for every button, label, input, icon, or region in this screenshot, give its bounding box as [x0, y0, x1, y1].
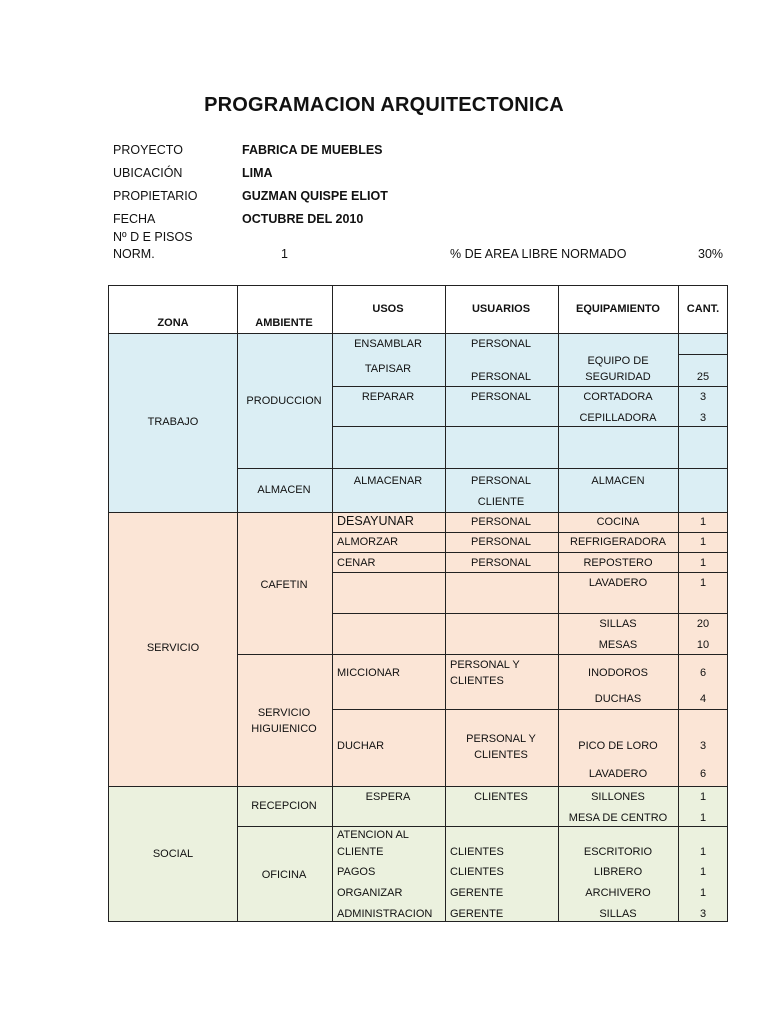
equip-sillones: SILLONES — [591, 791, 645, 803]
usuario-personal-y-clientes-l1: PERSONAL Y — [450, 659, 520, 671]
cant-sillas: 3 — [699, 908, 707, 920]
ubicacion-label: UBICACIÓN — [113, 166, 183, 180]
fecha-label: FECHA — [113, 212, 156, 226]
cant-mesas: 10 — [696, 639, 710, 651]
ambiente-almacen: ALMACEN — [257, 484, 311, 496]
usuario-personal-y-clientes-l2: CLIENTES — [450, 675, 504, 687]
header-zona: ZONA — [157, 317, 189, 329]
ambiente-servicio-higuienico-l1: SERVICIO — [257, 707, 311, 719]
usuario-clientes: CLIENTES — [450, 846, 504, 858]
row-line — [332, 709, 728, 710]
equip-librero: LIBRERO — [593, 866, 643, 878]
usuario-personal: PERSONAL — [471, 516, 531, 528]
uso-espera: ESPERA — [365, 791, 411, 803]
header-cant: CANT. — [686, 303, 720, 315]
propietario-value: GUZMAN QUISPE ELIOT — [242, 189, 388, 203]
equip-cepilladora: CEPILLADORA — [579, 412, 657, 424]
cant-escritorio: 1 — [699, 846, 707, 858]
row-line — [332, 552, 728, 553]
uso-almacenar: ALMACENAR — [353, 475, 423, 487]
uso-cenar: CENAR — [337, 557, 376, 569]
row-line — [237, 654, 728, 655]
header-usuarios: USUARIOS — [471, 303, 531, 315]
ubicacion-value: LIMA — [242, 166, 273, 180]
ambiente-recepcion: RECEPCION — [251, 800, 317, 812]
usuario-personal: PERSONAL — [471, 536, 531, 548]
usuario-gerente: GERENTE — [450, 908, 504, 920]
row-line — [237, 826, 728, 827]
cant-duchas: 4 — [699, 693, 707, 705]
uso-ensamblar: ENSAMBLAR — [354, 338, 422, 350]
row-line — [332, 426, 728, 427]
ambiente-oficina: OFICINA — [261, 869, 307, 881]
equip-almacen: ALMACEN — [591, 475, 645, 487]
equip-sillas: SILLAS — [599, 618, 637, 630]
equip-duchas: DUCHAS — [594, 693, 642, 705]
zona-servicio: SERVICIO — [146, 642, 200, 654]
equip-inodoros: INODOROS — [588, 667, 648, 679]
usuario-clientes: CLIENTES — [450, 866, 504, 878]
page-title: PROGRAMACION ARQUITECTONICA — [204, 94, 564, 116]
area-libre-label: % DE AREA LIBRE NORMADO — [450, 247, 627, 261]
cant-cortadora: 3 — [699, 391, 707, 403]
cant-archivero: 1 — [699, 887, 707, 899]
equip-mesa-de-centro: MESA DE CENTRO — [568, 812, 668, 824]
cant-repostero: 1 — [699, 557, 707, 569]
cant-sillones: 1 — [699, 791, 707, 803]
row-line — [108, 333, 728, 334]
zona-social: SOCIAL — [152, 848, 194, 860]
uso-reparar: REPARAR — [361, 391, 415, 403]
pisos-value: 1 — [281, 247, 288, 261]
equip-equipo-seguridad-l2: SEGURIDAD — [585, 371, 651, 383]
equip-lavadero: LAVADERO — [588, 577, 648, 589]
pisos-label-line1: Nº D E PISOS — [113, 230, 193, 244]
row-line — [108, 786, 728, 787]
uso-almorzar: ALMORZAR — [337, 536, 399, 548]
usuario-personal-y-clientes-l2: CLIENTES — [474, 749, 528, 761]
equip-pico-de-loro: PICO DE LORO — [578, 740, 658, 752]
equip-repostero: REPOSTERO — [583, 557, 653, 569]
header-ambiente: AMBIENTE — [255, 317, 313, 329]
fecha-value: OCTUBRE DEL 2010 — [242, 212, 364, 226]
row-line — [332, 572, 728, 573]
cant-cepilladora: 3 — [699, 412, 707, 424]
usuario-personal: PERSONAL — [471, 371, 531, 383]
usuario-personal: PERSONAL — [471, 391, 531, 403]
usuario-cliente: CLIENTE — [477, 496, 525, 508]
equip-escritorio: ESCRITORIO — [583, 846, 653, 858]
cant-cocina: 1 — [699, 516, 707, 528]
uso-atencion-al-cliente-l1: ATENCION AL — [337, 829, 409, 841]
header-equipamiento: EQUIPAMIENTO — [576, 303, 660, 315]
usuario-gerente: GERENTE — [450, 887, 504, 899]
cant-sillas: 20 — [696, 618, 710, 630]
ambiente-produccion: PRODUCCION — [246, 395, 322, 407]
equip-mesas: MESAS — [598, 639, 638, 651]
uso-atencion-al-cliente-l2: CLIENTE — [337, 846, 384, 858]
usuario-clientes: CLIENTES — [474, 791, 528, 803]
row-line — [678, 354, 728, 355]
equip-cortadora: CORTADORA — [583, 391, 653, 403]
equip-equipo-seguridad-l1: EQUIPO DE — [587, 355, 649, 367]
cant-refrigeradora: 1 — [699, 536, 707, 548]
programacion-table — [108, 285, 728, 922]
uso-tapisar: TAPISAR — [364, 363, 412, 375]
area-libre-value: 30% — [698, 247, 724, 261]
row-line — [332, 386, 728, 387]
uso-pagos: PAGOS — [337, 866, 376, 878]
equip-archivero: ARCHIVERO — [585, 887, 651, 899]
cant-mesa-de-centro: 1 — [699, 812, 707, 824]
equip-lavadero: LAVADERO — [588, 768, 648, 780]
equip-cocina: COCINA — [596, 516, 640, 528]
row-line — [332, 532, 728, 533]
proyecto-value: FABRICA DE MUEBLES — [242, 143, 383, 157]
cant-inodoros: 6 — [699, 667, 707, 679]
uso-administracion: ADMINISTRACION — [337, 908, 433, 920]
uso-miccionar: MICCIONAR — [337, 667, 400, 679]
ambiente-servicio-higuienico-l2: HIGUIENICO — [251, 723, 317, 735]
header-usos: USOS — [372, 303, 404, 315]
ambiente-cafetin: CAFETIN — [260, 579, 308, 591]
cant-pico-de-loro: 3 — [699, 740, 707, 752]
uso-duchar: DUCHAR — [337, 740, 385, 752]
usuario-personal: PERSONAL — [471, 557, 531, 569]
proyecto-label: PROYECTO — [113, 143, 183, 157]
equip-sillas: SILLAS — [599, 908, 637, 920]
cant-lavadero: 6 — [699, 768, 707, 780]
zona-trabajo: TRABAJO — [147, 416, 199, 428]
equip-refrigeradora: REFRIGERADORA — [570, 536, 666, 548]
cant-lavadero: 1 — [699, 577, 707, 589]
propietario-label: PROPIETARIO — [113, 189, 198, 203]
row-line — [332, 613, 728, 614]
cant-librero: 1 — [699, 866, 707, 878]
pisos-label-line2: NORM. — [113, 247, 155, 261]
usuario-personal: PERSONAL — [471, 338, 531, 350]
usuario-personal: PERSONAL — [471, 475, 531, 487]
cant-equipo-seguridad: 25 — [696, 371, 710, 383]
row-line — [108, 512, 728, 513]
row-line — [237, 468, 728, 469]
usuario-personal-y-clientes-l1: PERSONAL Y — [466, 733, 536, 745]
uso-desayunar: DESAYUNAR — [337, 514, 414, 528]
uso-organizar: ORGANIZAR — [337, 887, 403, 899]
